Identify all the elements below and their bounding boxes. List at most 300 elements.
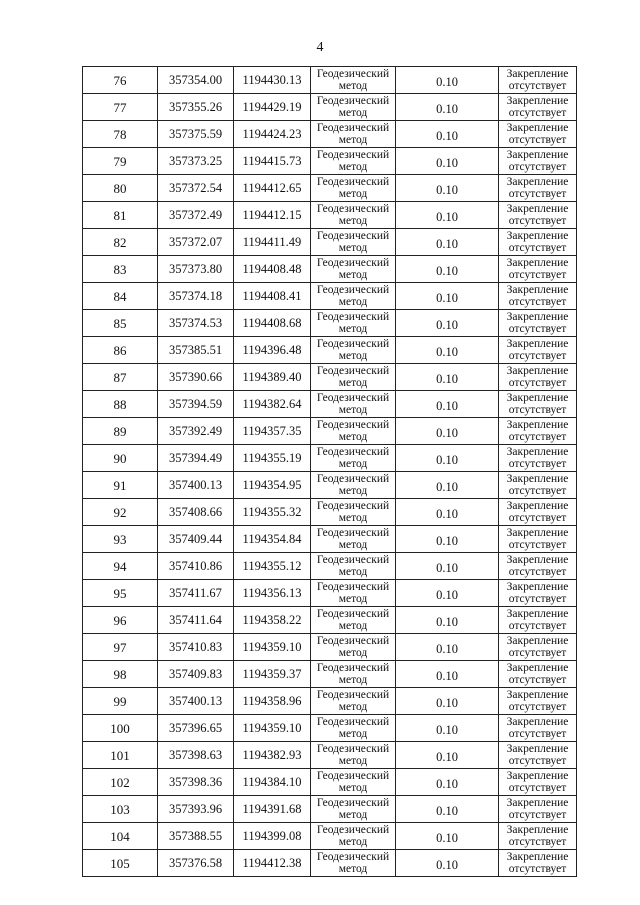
fixation-line-2: отсутствует xyxy=(508,323,567,335)
method-line-1: Геодезический xyxy=(316,230,390,242)
method-cell xyxy=(311,121,396,148)
table-row xyxy=(83,580,577,607)
accuracy-cell: 0.10 xyxy=(396,175,499,202)
fixation-cell xyxy=(499,148,577,175)
accuracy-cell: 0.10 xyxy=(396,121,499,148)
fixation-cell xyxy=(499,580,577,607)
method-line-1: Геодезический xyxy=(316,149,390,161)
coordinates-table xyxy=(82,66,577,877)
fixation-line-1: Закрепление xyxy=(506,311,569,323)
fixation-line-1: Закрепление xyxy=(506,95,569,107)
method-line-1: Геодезический xyxy=(316,392,390,404)
coordinates-table-body xyxy=(83,67,577,877)
x-coordinate-cell: 357411.67 xyxy=(158,580,234,607)
x-coordinate-cell: 357354.00 xyxy=(158,67,234,94)
method-cell xyxy=(311,796,396,823)
method-line-1: Геодезический xyxy=(316,95,390,107)
method-line-1: Геодезический xyxy=(316,338,390,350)
point-number-cell: 104 xyxy=(83,823,158,850)
fixation-line-2: отсутствует xyxy=(508,863,567,875)
x-coordinate-cell: 357398.36 xyxy=(158,769,234,796)
y-coordinate-cell: 1194408.41 xyxy=(234,283,311,310)
method-cell xyxy=(311,67,396,94)
method-line-1: Геодезический xyxy=(316,554,390,566)
accuracy-cell: 0.10 xyxy=(396,823,499,850)
method-cell xyxy=(311,256,396,283)
method-line-1: Геодезический xyxy=(316,446,390,458)
x-coordinate-cell: 357374.18 xyxy=(158,283,234,310)
y-coordinate-cell: 1194382.64 xyxy=(234,391,311,418)
x-coordinate-cell: 357411.64 xyxy=(158,607,234,634)
point-number-cell: 88 xyxy=(83,391,158,418)
accuracy-cell: 0.10 xyxy=(396,634,499,661)
method-cell xyxy=(311,445,396,472)
fixation-line-2: отсутствует xyxy=(508,269,567,281)
method-line-2: метод xyxy=(338,755,368,767)
fixation-line-1: Закрепление xyxy=(506,527,569,539)
method-line-2: метод xyxy=(338,809,368,821)
fixation-cell xyxy=(499,688,577,715)
fixation-cell xyxy=(499,256,577,283)
method-cell xyxy=(311,607,396,634)
method-line-2: метод xyxy=(338,134,368,146)
point-number-cell: 92 xyxy=(83,499,158,526)
method-line-1: Геодезический xyxy=(316,716,390,728)
method-line-1: Геодезический xyxy=(316,68,390,80)
fixation-line-2: отсутствует xyxy=(508,809,567,821)
fixation-line-2: отсутствует xyxy=(508,701,567,713)
fixation-cell xyxy=(499,391,577,418)
y-coordinate-cell: 1194359.37 xyxy=(234,661,311,688)
point-number-cell: 78 xyxy=(83,121,158,148)
fixation-line-2: отсутствует xyxy=(508,431,567,443)
table-row xyxy=(83,553,577,580)
point-number-cell: 86 xyxy=(83,337,158,364)
method-line-2: метод xyxy=(338,350,368,362)
accuracy-cell: 0.10 xyxy=(396,256,499,283)
point-number-cell: 79 xyxy=(83,148,158,175)
accuracy-cell: 0.10 xyxy=(396,283,499,310)
fixation-cell xyxy=(499,634,577,661)
x-coordinate-cell: 357355.26 xyxy=(158,94,234,121)
table-row xyxy=(83,769,577,796)
x-coordinate-cell: 357410.86 xyxy=(158,553,234,580)
table-row xyxy=(83,526,577,553)
accuracy-cell: 0.10 xyxy=(396,337,499,364)
fixation-line-1: Закрепление xyxy=(506,473,569,485)
fixation-line-2: отсутствует xyxy=(508,566,567,578)
accuracy-cell: 0.10 xyxy=(396,742,499,769)
fixation-line-1: Закрепление xyxy=(506,662,569,674)
method-cell xyxy=(311,715,396,742)
point-number-cell: 77 xyxy=(83,94,158,121)
fixation-line-2: отсутствует xyxy=(508,350,567,362)
y-coordinate-cell: 1194412.15 xyxy=(234,202,311,229)
fixation-line-2: отсутствует xyxy=(508,836,567,848)
fixation-cell xyxy=(499,742,577,769)
point-number-cell: 87 xyxy=(83,364,158,391)
method-line-1: Геодезический xyxy=(316,581,390,593)
point-number-cell: 97 xyxy=(83,634,158,661)
y-coordinate-cell: 1194358.22 xyxy=(234,607,311,634)
fixation-line-1: Закрепление xyxy=(506,338,569,350)
method-line-1: Геодезический xyxy=(316,500,390,512)
method-cell xyxy=(311,769,396,796)
table-row xyxy=(83,364,577,391)
table-row xyxy=(83,256,577,283)
method-line-2: метод xyxy=(338,485,368,497)
method-line-2: метод xyxy=(338,863,368,875)
x-coordinate-cell: 357373.25 xyxy=(158,148,234,175)
table-row xyxy=(83,283,577,310)
method-cell xyxy=(311,364,396,391)
table-row xyxy=(83,94,577,121)
table-row xyxy=(83,121,577,148)
accuracy-cell: 0.10 xyxy=(396,472,499,499)
method-line-1: Геодезический xyxy=(316,203,390,215)
fixation-cell xyxy=(499,445,577,472)
method-line-2: метод xyxy=(338,188,368,200)
x-coordinate-cell: 357372.07 xyxy=(158,229,234,256)
point-number-cell: 93 xyxy=(83,526,158,553)
method-line-2: метод xyxy=(338,161,368,173)
fixation-cell xyxy=(499,67,577,94)
method-line-2: метод xyxy=(338,215,368,227)
y-coordinate-cell: 1194389.40 xyxy=(234,364,311,391)
x-coordinate-cell: 357394.49 xyxy=(158,445,234,472)
table-row xyxy=(83,175,577,202)
accuracy-cell: 0.10 xyxy=(396,526,499,553)
y-coordinate-cell: 1194391.68 xyxy=(234,796,311,823)
fixation-line-2: отсутствует xyxy=(508,512,567,524)
y-coordinate-cell: 1194412.65 xyxy=(234,175,311,202)
fixation-cell xyxy=(499,850,577,877)
table-row xyxy=(83,634,577,661)
table-row xyxy=(83,148,577,175)
fixation-line-2: отсутствует xyxy=(508,188,567,200)
y-coordinate-cell: 1194408.48 xyxy=(234,256,311,283)
method-line-1: Геодезический xyxy=(316,770,390,782)
fixation-line-1: Закрепление xyxy=(506,797,569,809)
method-line-1: Геодезический xyxy=(316,608,390,620)
table-row xyxy=(83,661,577,688)
x-coordinate-cell: 357393.96 xyxy=(158,796,234,823)
method-line-1: Геодезический xyxy=(316,797,390,809)
fixation-line-1: Закрепление xyxy=(506,581,569,593)
x-coordinate-cell: 357409.44 xyxy=(158,526,234,553)
x-coordinate-cell: 357409.83 xyxy=(158,661,234,688)
table-row xyxy=(83,715,577,742)
point-number-cell: 85 xyxy=(83,310,158,337)
accuracy-cell: 0.10 xyxy=(396,580,499,607)
point-number-cell: 103 xyxy=(83,796,158,823)
method-line-1: Геодезический xyxy=(316,689,390,701)
fixation-cell xyxy=(499,283,577,310)
y-coordinate-cell: 1194354.84 xyxy=(234,526,311,553)
table-row xyxy=(83,499,577,526)
point-number-cell: 90 xyxy=(83,445,158,472)
point-number-cell: 105 xyxy=(83,850,158,877)
x-coordinate-cell: 357390.66 xyxy=(158,364,234,391)
fixation-line-1: Закрепление xyxy=(506,608,569,620)
method-cell xyxy=(311,661,396,688)
accuracy-cell: 0.10 xyxy=(396,391,499,418)
method-cell xyxy=(311,688,396,715)
method-line-1: Геодезический xyxy=(316,122,390,134)
table-row xyxy=(83,688,577,715)
method-line-1: Геодезический xyxy=(316,851,390,863)
accuracy-cell: 0.10 xyxy=(396,310,499,337)
y-coordinate-cell: 1194354.95 xyxy=(234,472,311,499)
y-coordinate-cell: 1194359.10 xyxy=(234,715,311,742)
method-cell xyxy=(311,526,396,553)
fixation-line-2: отсутствует xyxy=(508,620,567,632)
fixation-cell xyxy=(499,499,577,526)
method-cell xyxy=(311,94,396,121)
method-line-1: Геодезический xyxy=(316,662,390,674)
fixation-line-1: Закрепление xyxy=(506,419,569,431)
method-line-2: метод xyxy=(338,539,368,551)
x-coordinate-cell: 357400.13 xyxy=(158,472,234,499)
fixation-cell xyxy=(499,418,577,445)
table-row xyxy=(83,418,577,445)
accuracy-cell: 0.10 xyxy=(396,607,499,634)
method-line-2: метод xyxy=(338,323,368,335)
x-coordinate-cell: 357372.54 xyxy=(158,175,234,202)
point-number-cell: 83 xyxy=(83,256,158,283)
method-line-2: метод xyxy=(338,377,368,389)
method-cell xyxy=(311,634,396,661)
y-coordinate-cell: 1194429.19 xyxy=(234,94,311,121)
accuracy-cell: 0.10 xyxy=(396,445,499,472)
fixation-cell xyxy=(499,364,577,391)
method-line-1: Геодезический xyxy=(316,284,390,296)
table-row xyxy=(83,472,577,499)
method-line-2: метод xyxy=(338,269,368,281)
method-cell xyxy=(311,418,396,445)
y-coordinate-cell: 1194382.93 xyxy=(234,742,311,769)
method-line-2: метод xyxy=(338,836,368,848)
method-line-1: Геодезический xyxy=(316,419,390,431)
accuracy-cell: 0.10 xyxy=(396,769,499,796)
accuracy-cell: 0.10 xyxy=(396,94,499,121)
method-line-1: Геодезический xyxy=(316,824,390,836)
method-cell xyxy=(311,337,396,364)
fixation-line-2: отсутствует xyxy=(508,296,567,308)
fixation-line-1: Закрепление xyxy=(506,635,569,647)
method-cell xyxy=(311,850,396,877)
accuracy-cell: 0.10 xyxy=(396,148,499,175)
y-coordinate-cell: 1194357.35 xyxy=(234,418,311,445)
method-line-1: Геодезический xyxy=(316,527,390,539)
method-line-2: метод xyxy=(338,296,368,308)
fixation-line-1: Закрепление xyxy=(506,68,569,80)
fixation-line-1: Закрепление xyxy=(506,257,569,269)
fixation-line-1: Закрепление xyxy=(506,554,569,566)
fixation-cell xyxy=(499,553,577,580)
fixation-cell xyxy=(499,310,577,337)
method-line-2: метод xyxy=(338,458,368,470)
point-number-cell: 95 xyxy=(83,580,158,607)
fixation-line-1: Закрепление xyxy=(506,743,569,755)
table-row xyxy=(83,67,577,94)
accuracy-cell: 0.10 xyxy=(396,229,499,256)
table-row xyxy=(83,391,577,418)
fixation-cell xyxy=(499,823,577,850)
method-cell xyxy=(311,823,396,850)
fixation-line-1: Закрепление xyxy=(506,500,569,512)
fixation-line-1: Закрепление xyxy=(506,824,569,836)
accuracy-cell: 0.10 xyxy=(396,67,499,94)
method-line-2: метод xyxy=(338,80,368,92)
fixation-cell xyxy=(499,175,577,202)
fixation-cell xyxy=(499,472,577,499)
accuracy-cell: 0.10 xyxy=(396,661,499,688)
x-coordinate-cell: 357375.59 xyxy=(158,121,234,148)
y-coordinate-cell: 1194384.10 xyxy=(234,769,311,796)
method-line-2: метод xyxy=(338,728,368,740)
fixation-line-1: Закрепление xyxy=(506,203,569,215)
point-number-cell: 81 xyxy=(83,202,158,229)
fixation-line-2: отсутствует xyxy=(508,215,567,227)
x-coordinate-cell: 357400.13 xyxy=(158,688,234,715)
fixation-line-1: Закрепление xyxy=(506,284,569,296)
y-coordinate-cell: 1194399.08 xyxy=(234,823,311,850)
point-number-cell: 98 xyxy=(83,661,158,688)
y-coordinate-cell: 1194355.19 xyxy=(234,445,311,472)
fixation-line-2: отсутствует xyxy=(508,134,567,146)
x-coordinate-cell: 357394.59 xyxy=(158,391,234,418)
fixation-line-2: отсутствует xyxy=(508,80,567,92)
method-cell xyxy=(311,148,396,175)
point-number-cell: 102 xyxy=(83,769,158,796)
y-coordinate-cell: 1194424.23 xyxy=(234,121,311,148)
fixation-line-1: Закрепление xyxy=(506,770,569,782)
fixation-cell xyxy=(499,796,577,823)
y-coordinate-cell: 1194396.48 xyxy=(234,337,311,364)
fixation-line-2: отсутствует xyxy=(508,647,567,659)
method-line-2: метод xyxy=(338,404,368,416)
x-coordinate-cell: 357410.83 xyxy=(158,634,234,661)
accuracy-cell: 0.10 xyxy=(396,499,499,526)
page-number: 4 xyxy=(316,40,324,55)
accuracy-cell: 0.10 xyxy=(396,688,499,715)
table-row xyxy=(83,823,577,850)
y-coordinate-cell: 1194408.68 xyxy=(234,310,311,337)
fixation-line-2: отсутствует xyxy=(508,539,567,551)
method-cell xyxy=(311,580,396,607)
method-line-1: Геодезический xyxy=(316,365,390,377)
y-coordinate-cell: 1194358.96 xyxy=(234,688,311,715)
method-line-2: метод xyxy=(338,242,368,254)
x-coordinate-cell: 357398.63 xyxy=(158,742,234,769)
x-coordinate-cell: 357392.49 xyxy=(158,418,234,445)
fixation-cell xyxy=(499,337,577,364)
y-coordinate-cell: 1194356.13 xyxy=(234,580,311,607)
accuracy-cell: 0.10 xyxy=(396,202,499,229)
method-cell xyxy=(311,499,396,526)
accuracy-cell: 0.10 xyxy=(396,850,499,877)
table-row xyxy=(83,850,577,877)
accuracy-cell: 0.10 xyxy=(396,796,499,823)
method-cell xyxy=(311,742,396,769)
point-number-cell: 80 xyxy=(83,175,158,202)
point-number-cell: 89 xyxy=(83,418,158,445)
accuracy-cell: 0.10 xyxy=(396,364,499,391)
method-line-2: метод xyxy=(338,620,368,632)
y-coordinate-cell: 1194430.13 xyxy=(234,67,311,94)
fixation-line-2: отсутствует xyxy=(508,404,567,416)
point-number-cell: 96 xyxy=(83,607,158,634)
x-coordinate-cell: 357374.53 xyxy=(158,310,234,337)
fixation-line-1: Закрепление xyxy=(506,716,569,728)
accuracy-cell: 0.10 xyxy=(396,715,499,742)
fixation-line-2: отсутствует xyxy=(508,674,567,686)
method-line-2: метод xyxy=(338,107,368,119)
method-cell xyxy=(311,472,396,499)
fixation-line-1: Закрепление xyxy=(506,392,569,404)
fixation-line-1: Закрепление xyxy=(506,365,569,377)
point-number-cell: 82 xyxy=(83,229,158,256)
method-line-2: метод xyxy=(338,566,368,578)
y-coordinate-cell: 1194359.10 xyxy=(234,634,311,661)
method-line-2: метод xyxy=(338,701,368,713)
fixation-line-2: отсутствует xyxy=(508,728,567,740)
x-coordinate-cell: 357388.55 xyxy=(158,823,234,850)
x-coordinate-cell: 357408.66 xyxy=(158,499,234,526)
x-coordinate-cell: 357385.51 xyxy=(158,337,234,364)
accuracy-cell: 0.10 xyxy=(396,553,499,580)
fixation-line-1: Закрепление xyxy=(506,851,569,863)
table-row xyxy=(83,796,577,823)
method-line-2: метод xyxy=(338,512,368,524)
x-coordinate-cell: 357373.80 xyxy=(158,256,234,283)
fixation-cell xyxy=(499,769,577,796)
point-number-cell: 101 xyxy=(83,742,158,769)
fixation-cell xyxy=(499,661,577,688)
point-number-cell: 100 xyxy=(83,715,158,742)
method-line-2: метод xyxy=(338,593,368,605)
fixation-cell xyxy=(499,526,577,553)
fixation-line-2: отсутствует xyxy=(508,161,567,173)
y-coordinate-cell: 1194411.49 xyxy=(234,229,311,256)
fixation-line-2: отсутствует xyxy=(508,755,567,767)
table-row xyxy=(83,445,577,472)
point-number-cell: 84 xyxy=(83,283,158,310)
y-coordinate-cell: 1194355.32 xyxy=(234,499,311,526)
x-coordinate-cell: 357376.58 xyxy=(158,850,234,877)
table-row xyxy=(83,229,577,256)
table-row xyxy=(83,202,577,229)
method-line-2: метод xyxy=(338,674,368,686)
fixation-line-1: Закрепление xyxy=(506,122,569,134)
y-coordinate-cell: 1194415.73 xyxy=(234,148,311,175)
fixation-line-2: отсутствует xyxy=(508,782,567,794)
method-cell xyxy=(311,229,396,256)
y-coordinate-cell: 1194412.38 xyxy=(234,850,311,877)
method-line-1: Геодезический xyxy=(316,473,390,485)
fixation-line-2: отсутствует xyxy=(508,242,567,254)
x-coordinate-cell: 357396.65 xyxy=(158,715,234,742)
fixation-line-1: Закрепление xyxy=(506,230,569,242)
point-number-cell: 76 xyxy=(83,67,158,94)
y-coordinate-cell: 1194355.12 xyxy=(234,553,311,580)
point-number-cell: 94 xyxy=(83,553,158,580)
fixation-line-2: отсутствует xyxy=(508,593,567,605)
fixation-line-1: Закрепление xyxy=(506,689,569,701)
method-line-2: метод xyxy=(338,431,368,443)
method-line-2: метод xyxy=(338,782,368,794)
